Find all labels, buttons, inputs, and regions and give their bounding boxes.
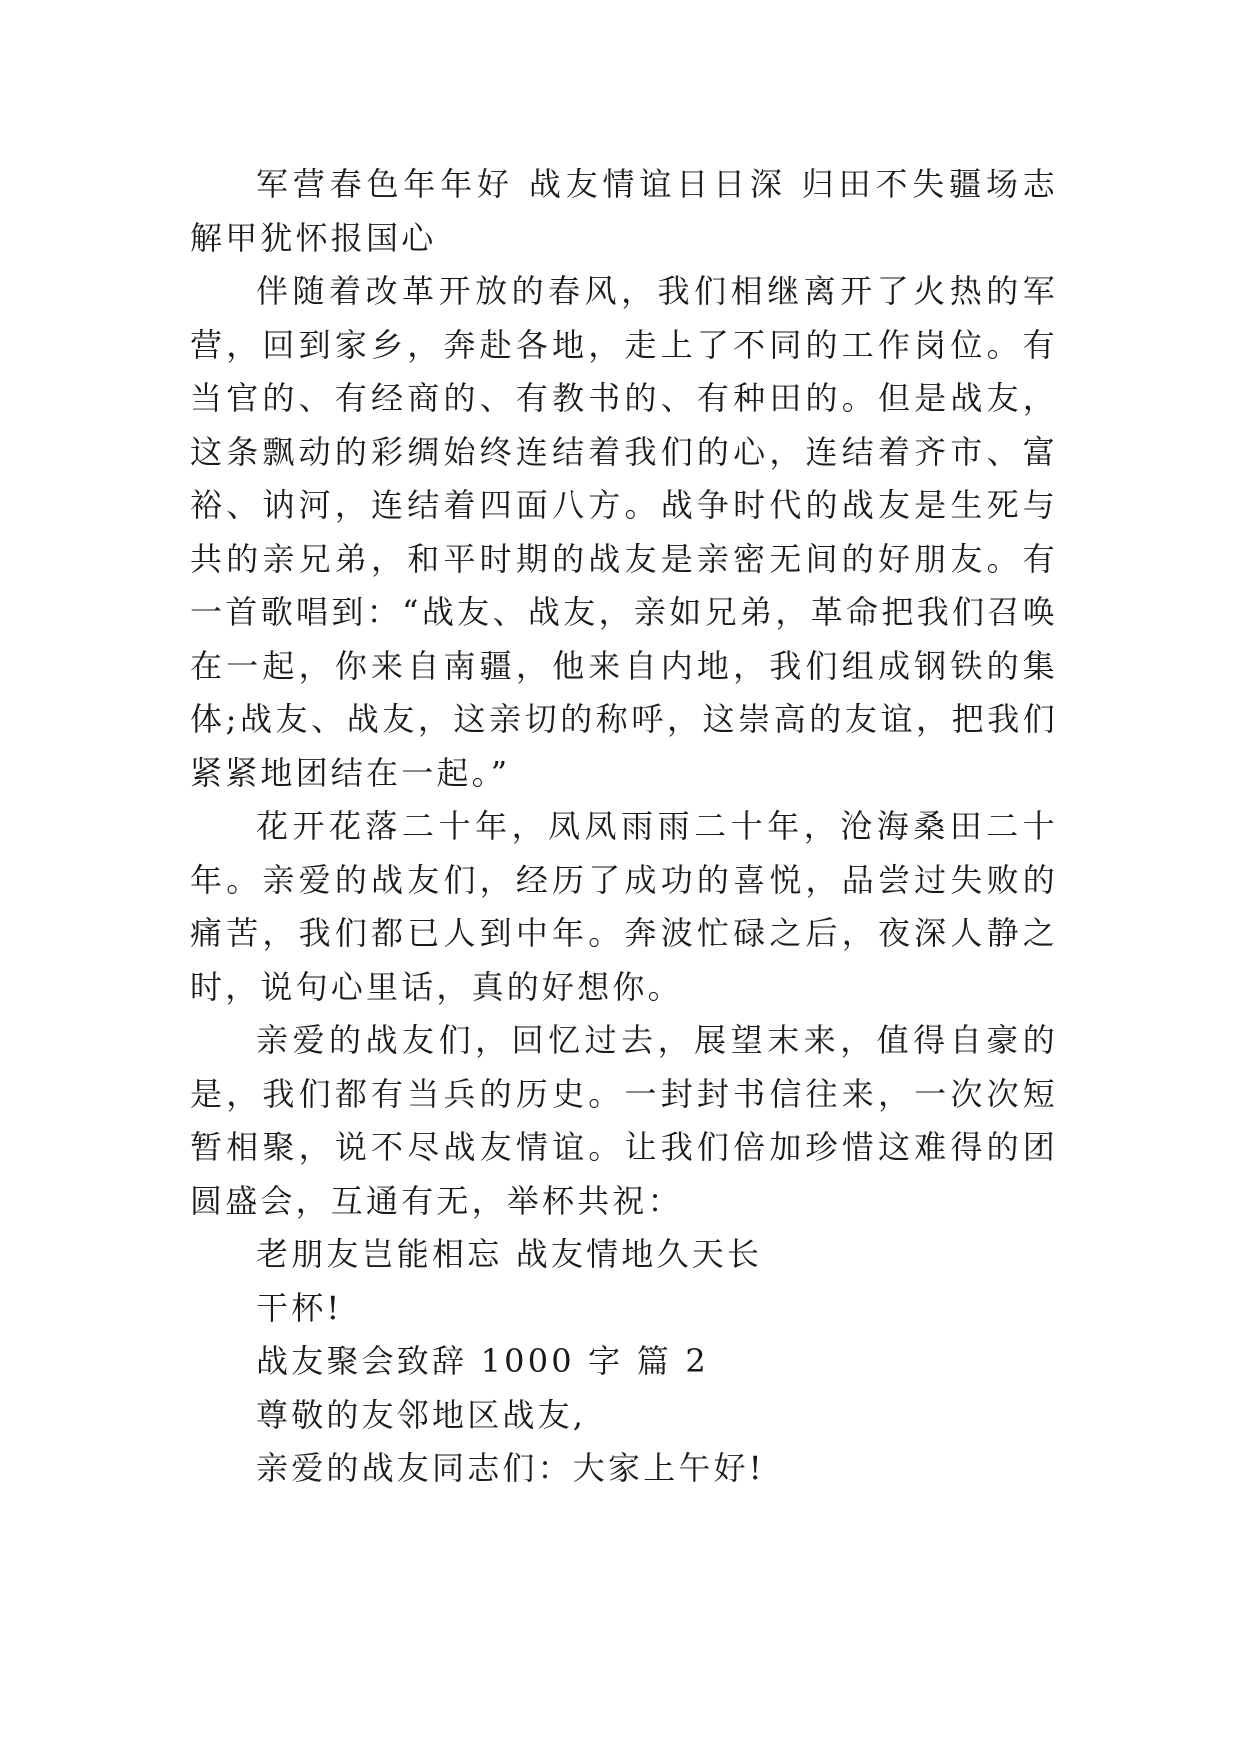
- paragraph-memories: 亲爱的战友们，回忆过去，展望末来，值得自豪的是，我们都有当兵的历史。一封封书信往来，一次次短暂相聚，说不尽战友情谊。让我们倍加珍惜这难得的团圆盛会，互通有无，举杯共祝：: [190, 1021, 1058, 1220]
- paragraph-heading-verse: 军营春色年年好 战友情谊日日深 归田不失疆场志 解甲犹怀报国心: [190, 165, 1058, 257]
- salutation-neighbors: 尊敬的友邻地区战友,: [256, 1395, 587, 1434]
- paragraph-reform-era: 伴随着改革开放的春风，我们相继离开了火热的军营，回到家乡，奔赴各地，走上了不同的工作岗位。有当官的、有经商的、有教书的、有种田的。但是战友，这条飘动的彩绸始终连结着我们的心，连结着齐市、富裕、讷河，连结着四面八方。战争时代的战友是生死与共的亲兄弟，和平时期的战友是亲密无间的好朋友。有一首歌唱到：“战友、战友，亲如兄弟，革命把我们召唤在一起，你来自南疆，他来自内地，我们组成钢铁的集体;战友、战友，这亲切的称呼，这崇高的友谊，把我们紧紧地团结在一起。”: [190, 272, 1058, 792]
- document-body: [190, 158, 1058, 1496]
- salutation-comrades: 亲爱的战友同志们：大家上午好!: [256, 1449, 765, 1487]
- paragraph-twenty-years: 花开花落二十年，凤凤雨雨二十年，沧海桑田二十年。亲爱的战友们，经历了成功的喜悦，品尝过失败的痛苦，我们都已人到中年。奔波忙碌之后，夜深人静之时，说句心里话，真的好想你。: [190, 807, 1058, 1006]
- line-toast-verse: 老朋友岂能相忘 战友情地久天长: [256, 1235, 763, 1273]
- section-title: 战友聚会致辞 1000 字 篇 2: [256, 1342, 709, 1380]
- line-cheers: 干杯!: [256, 1288, 343, 1327]
